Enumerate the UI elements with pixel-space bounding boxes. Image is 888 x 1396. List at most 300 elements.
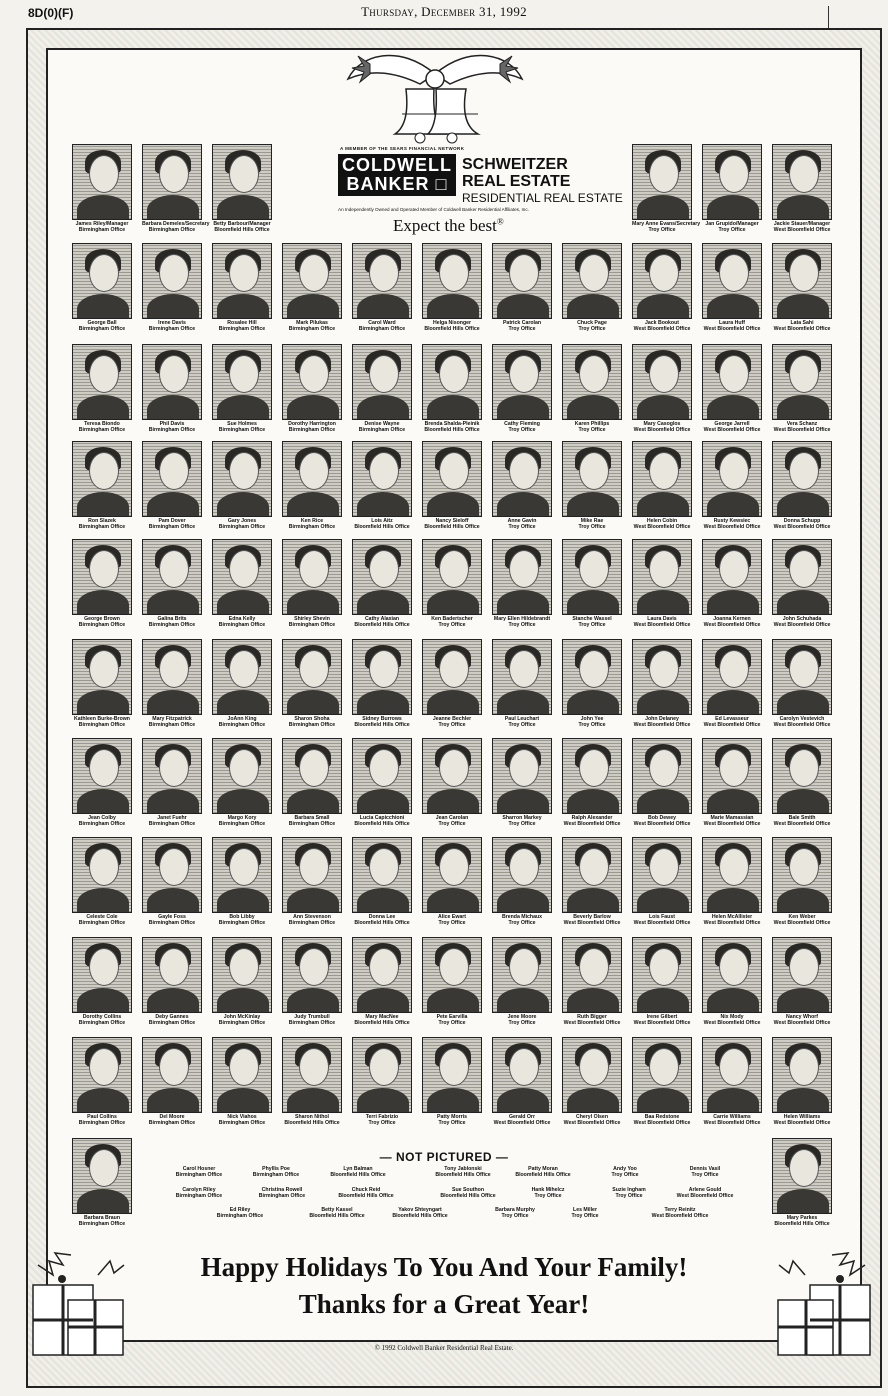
staff-card [772, 243, 832, 332]
staff-card [772, 937, 832, 1026]
photo-face [789, 355, 819, 393]
staff-name: Ron Slazek [88, 518, 116, 524]
staff-card [422, 738, 482, 827]
not-pictured-office: West Bloomfield Office [651, 1213, 709, 1219]
staff-card [702, 539, 762, 628]
staff-office: West Bloomfield Office [703, 821, 761, 827]
photo-body [287, 789, 339, 814]
photo-face [719, 254, 749, 292]
photo-face [719, 1048, 749, 1086]
staff-name: Baa Redstone [644, 1114, 680, 1120]
staff-photo [352, 937, 412, 1013]
staff-name: Lois Aitz [371, 518, 393, 524]
photo-face [579, 355, 609, 393]
staff-name: Carolyn Vestevich [779, 716, 825, 722]
staff-office: Birmingham Office [148, 427, 196, 433]
staff-name: John McKinlay [223, 1014, 261, 1020]
not-pictured-office: Troy Office [571, 1213, 599, 1219]
not-pictured-name: Arlene Gould [688, 1187, 722, 1193]
staff-name: Carrie Williams [713, 1114, 751, 1120]
staff-photo [492, 738, 552, 814]
photo-face [159, 650, 189, 688]
staff-name: Chuck Page [577, 320, 607, 326]
staff-card [72, 837, 132, 926]
staff-card [632, 144, 701, 233]
staff-name: Paul Leuchart [504, 716, 540, 722]
staff-name: Brenda Shalda-Pleinik [424, 421, 480, 427]
photo-body [567, 888, 619, 913]
staff-name: Mary Ellen Hildebrandt [493, 616, 551, 622]
photo-body [427, 789, 479, 814]
staff-office: Birmingham Office [218, 524, 266, 530]
staff-card [142, 243, 202, 332]
fold-mark [828, 6, 829, 28]
staff-card [492, 441, 552, 530]
christmas-bells-illustration [340, 34, 530, 144]
staff-office: West Bloomfield Office [773, 722, 831, 728]
staff-card [352, 539, 412, 628]
photo-face [579, 1048, 609, 1086]
photo-body [77, 590, 129, 615]
staff-card [632, 441, 692, 530]
photo-body [427, 590, 479, 615]
photo-body [217, 590, 269, 615]
not-pictured-entry [655, 1187, 755, 1199]
staff-photo [632, 441, 692, 517]
photo-face [719, 848, 749, 886]
staff-card [772, 837, 832, 926]
photo-face [159, 1048, 189, 1086]
staff-office: West Bloomfield Office [563, 1020, 621, 1026]
staff-photo [212, 539, 272, 615]
staff-card [282, 344, 342, 433]
staff-photo [492, 639, 552, 715]
staff-name: George Jarrell [714, 421, 750, 427]
photo-body [287, 492, 339, 517]
photo-body [497, 690, 549, 715]
staff-card [422, 441, 482, 530]
staff-office: Troy Office [578, 427, 606, 433]
photo-body [147, 988, 199, 1013]
staff-office: Bloomfield Hills Office [424, 427, 480, 433]
staff-photo [562, 837, 622, 913]
photo-body [497, 492, 549, 517]
photo-face [299, 452, 329, 490]
staff-name: Laura Huff [719, 320, 745, 326]
staff-photo [562, 539, 622, 615]
photo-face [299, 550, 329, 588]
photo-body [77, 888, 129, 913]
photo-body [77, 294, 129, 319]
staff-photo [702, 837, 762, 913]
staff-office: Birmingham Office [78, 1020, 126, 1026]
staff-name: John Schuhada [782, 616, 822, 622]
staff-office: Birmingham Office [148, 1120, 196, 1126]
staff-photo [772, 639, 832, 715]
not-pictured-office: Bloomfield Hills Office [515, 1172, 571, 1178]
photo-face [229, 1048, 259, 1086]
photo-face [369, 550, 399, 588]
photo-face [89, 749, 119, 787]
staff-office: West Bloomfield Office [773, 326, 831, 332]
staff-card [492, 837, 552, 926]
photo-body [777, 492, 829, 517]
staff-name: Mary Casoglos [643, 421, 681, 427]
photo-face [159, 452, 189, 490]
staff-card [632, 539, 692, 628]
not-pictured-office: Bloomfield Hills Office [392, 1213, 448, 1219]
staff-photo [212, 639, 272, 715]
staff-card [772, 144, 832, 233]
photo-body [287, 590, 339, 615]
staff-office: Birmingham Office [78, 722, 126, 728]
photo-body [777, 888, 829, 913]
staff-office: Birmingham Office [78, 227, 126, 233]
staff-name: Cathy Alaxian [364, 616, 400, 622]
staff-office: West Bloomfield Office [703, 326, 761, 332]
staff-card [282, 837, 342, 926]
photo-body [427, 1088, 479, 1113]
staff-photo [282, 344, 342, 420]
not-pictured-name: Les Miller [573, 1207, 597, 1213]
staff-card [772, 1037, 832, 1126]
staff-photo [72, 441, 132, 517]
staff-name: Edna Kelly [228, 616, 256, 622]
photo-face [509, 948, 539, 986]
photo-body [147, 395, 199, 420]
staff-photo [282, 639, 342, 715]
staff-photo [142, 738, 202, 814]
photo-body [637, 492, 689, 517]
staff-name: Dorothy Collins [82, 1014, 122, 1020]
staff-office: Birmingham Office [288, 326, 336, 332]
staff-card [492, 1037, 552, 1126]
photo-face [579, 848, 609, 886]
staff-name: Ralph Alexander [571, 815, 613, 821]
staff-name: Helen Williams [783, 1114, 821, 1120]
staff-photo [772, 539, 832, 615]
photo-face [299, 749, 329, 787]
staff-photo [632, 639, 692, 715]
staff-photo [562, 441, 622, 517]
photo-face [439, 650, 469, 688]
staff-card [282, 243, 342, 332]
staff-card [212, 144, 272, 233]
photo-face [439, 948, 469, 986]
staff-office: Birmingham Office [288, 821, 336, 827]
not-pictured-entry [655, 1166, 755, 1178]
staff-office: Troy Office [648, 227, 676, 233]
staff-office: Birmingham Office [218, 821, 266, 827]
staff-card [72, 937, 132, 1026]
not-pictured-office: Birmingham Office [216, 1213, 264, 1219]
staff-photo [282, 1037, 342, 1113]
staff-office: Troy Office [578, 722, 606, 728]
staff-name: Mike Rae [580, 518, 604, 524]
photo-face [369, 452, 399, 490]
photo-body [147, 195, 199, 220]
photo-face [789, 550, 819, 588]
not-pictured-office: Birmingham Office [175, 1172, 223, 1178]
staff-card [72, 539, 132, 628]
not-pictured-office: Troy Office [691, 1172, 719, 1178]
staff-office: Troy Office [508, 427, 536, 433]
staff-card [702, 441, 762, 530]
tagline-text: Expect the best [393, 216, 497, 235]
photo-body [147, 1088, 199, 1113]
staff-photo [72, 937, 132, 1013]
staff-name: Lata Sahi [790, 320, 814, 326]
staff-office: Troy Office [578, 524, 606, 530]
not-pictured-name: Patty Moran [528, 1166, 558, 1172]
staff-name: Mary MacNee [365, 1014, 399, 1020]
staff-name: Sharon Shoha [294, 716, 330, 722]
staff-card [562, 441, 622, 530]
staff-photo [422, 243, 482, 319]
staff-name: Pete Earvilla [436, 1014, 468, 1020]
photo-face [509, 650, 539, 688]
staff-card [632, 738, 692, 827]
staff-card [142, 344, 202, 433]
staff-card [282, 738, 342, 827]
staff-office: West Bloomfield Office [703, 1020, 761, 1026]
staff-office: Birmingham Office [148, 524, 196, 530]
photo-body [497, 1088, 549, 1113]
staff-photo [282, 937, 342, 1013]
staff-name: Galina Brits [157, 616, 187, 622]
staff-name: Cheryl Olsen [575, 1114, 608, 1120]
staff-card [72, 144, 132, 233]
staff-office: Birmingham Office [288, 920, 336, 926]
staff-name: Sharon Nithol [294, 1114, 329, 1120]
photo-face [509, 550, 539, 588]
staff-photo [702, 539, 762, 615]
staff-office: West Bloomfield Office [703, 427, 761, 433]
staff-name: Barbara Small [294, 815, 330, 821]
photo-body [147, 492, 199, 517]
staff-name: Donna Lee [368, 914, 396, 920]
photo-face [369, 948, 399, 986]
staff-name: Marie Mamassian [710, 815, 754, 821]
staff-card [492, 937, 552, 1026]
staff-office: West Bloomfield Office [703, 524, 761, 530]
staff-office: Birmingham Office [78, 427, 126, 433]
photo-body [637, 690, 689, 715]
not-pictured-name: Barbara Murphy [495, 1207, 535, 1213]
photo-face [299, 355, 329, 393]
photo-body [287, 888, 339, 913]
staff-office: West Bloomfield Office [633, 1020, 691, 1026]
staff-photo [72, 144, 132, 220]
staff-photo [772, 441, 832, 517]
staff-name: Donna Schupp [783, 518, 821, 524]
photo-face [719, 650, 749, 688]
staff-name: Barbara Braun [83, 1215, 121, 1221]
copyright-line: © 1992 Coldwell Banker Residential Real Estate. [374, 1344, 514, 1352]
photo-face [579, 550, 609, 588]
staff-name: Nancy Sieloff [435, 518, 469, 524]
staff-office: Troy Office [508, 326, 536, 332]
photo-body [357, 590, 409, 615]
photo-body [497, 789, 549, 814]
photo-body [707, 395, 759, 420]
photo-body [497, 294, 549, 319]
staff-office: West Bloomfield Office [773, 227, 831, 233]
dateline: Thursday, December 31, 1992 [361, 4, 527, 19]
staff-photo [212, 837, 272, 913]
photo-face [719, 749, 749, 787]
photo-face [229, 650, 259, 688]
staff-photo [212, 738, 272, 814]
staff-name: James Riley/Manager [75, 221, 129, 227]
photo-face [159, 848, 189, 886]
staff-photo [282, 441, 342, 517]
staff-photo [562, 1037, 622, 1113]
photo-body [707, 492, 759, 517]
staff-name: Dorothy Harrington [288, 421, 336, 427]
staff-photo [422, 1037, 482, 1113]
not-pictured-office: Birmingham Office [175, 1193, 223, 1199]
staff-name: Patty Morris [437, 1114, 467, 1120]
staff-office: West Bloomfield Office [563, 1120, 621, 1126]
staff-office: Troy Office [438, 1120, 466, 1126]
staff-name: Irene Gilbert [646, 1014, 678, 1020]
staff-card [352, 243, 412, 332]
staff-office: West Bloomfield Office [703, 920, 761, 926]
staff-name: Ruth Bigger [577, 1014, 607, 1020]
not-pictured-entry [308, 1166, 408, 1178]
staff-name: Phil Davis [159, 421, 185, 427]
staff-office: Bloomfield Hills Office [354, 524, 410, 530]
staff-name: Ken Rice [300, 518, 324, 524]
staff-office: Bloomfield Hills Office [774, 1221, 830, 1227]
staff-photo [562, 639, 622, 715]
staff-card [212, 344, 272, 433]
newspaper-header [0, 0, 888, 28]
photo-body [427, 492, 479, 517]
staff-card [212, 738, 272, 827]
staff-card [772, 441, 832, 530]
photo-face [509, 254, 539, 292]
staff-card [142, 1037, 202, 1126]
photo-face [579, 452, 609, 490]
staff-photo [142, 937, 202, 1013]
staff-name: Sharron Markey [502, 815, 542, 821]
staff-office: Birmingham Office [218, 622, 266, 628]
staff-photo [72, 639, 132, 715]
photo-face [159, 749, 189, 787]
greeting-line-2: Thanks for a Great Year! [298, 1289, 590, 1319]
staff-card [142, 639, 202, 728]
staff-card [702, 1037, 762, 1126]
staff-card [772, 639, 832, 728]
staff-card [282, 539, 342, 628]
not-pictured-name: Ed Riley [229, 1207, 251, 1213]
staff-card [282, 1037, 342, 1126]
staff-name: Bob Dewey [648, 815, 676, 821]
photo-body [637, 789, 689, 814]
staff-card [212, 1037, 272, 1126]
photo-body [77, 789, 129, 814]
staff-name: John Yee [580, 716, 604, 722]
staff-name: Terri Fabrizio [365, 1114, 399, 1120]
not-pictured-office: Bloomfield Hills Office [435, 1172, 491, 1178]
photo-body [707, 1088, 759, 1113]
photo-body [567, 395, 619, 420]
photo-body [707, 988, 759, 1013]
staff-card [212, 837, 272, 926]
not-pictured-entry [630, 1207, 730, 1219]
staff-office: Bloomfield Hills Office [424, 524, 480, 530]
photo-face [439, 848, 469, 886]
photo-face [89, 948, 119, 986]
staff-office: Birmingham Office [218, 722, 266, 728]
not-pictured-name: Andy Yoo [613, 1166, 637, 1172]
staff-photo [422, 441, 482, 517]
not-pictured-name: Terry Reinitz [664, 1207, 696, 1213]
staff-card [702, 738, 762, 827]
staff-card [632, 837, 692, 926]
photo-body [357, 1088, 409, 1113]
staff-office: Bloomfield Hills Office [284, 1120, 340, 1126]
not-pictured-office: Troy Office [611, 1172, 639, 1178]
staff-office: Troy Office [438, 722, 466, 728]
not-pictured-name: Carolyn Riley [182, 1187, 216, 1193]
photo-face [789, 650, 819, 688]
staff-office: West Bloomfield Office [773, 920, 831, 926]
photo-face [89, 155, 119, 193]
staff-photo [632, 1037, 692, 1113]
not-pictured-name: Tony Jablonski [444, 1166, 482, 1172]
photo-face [159, 155, 189, 193]
staff-office: West Bloomfield Office [703, 622, 761, 628]
staff-office: Troy Office [438, 821, 466, 827]
photo-body [77, 690, 129, 715]
photo-body [287, 988, 339, 1013]
photo-body [777, 988, 829, 1013]
photo-body [777, 789, 829, 814]
not-pictured-name: Hank Mihelcz [531, 1187, 565, 1193]
staff-name: Deby Gannes [155, 1014, 189, 1020]
photo-body [777, 1088, 829, 1113]
staff-photo [562, 937, 622, 1013]
staff-name: Nancy Whorf [786, 1014, 818, 1020]
staff-card [632, 1037, 692, 1126]
photo-face [89, 650, 119, 688]
photo-face [369, 848, 399, 886]
photo-face [369, 254, 399, 292]
staff-photo [422, 738, 482, 814]
not-pictured-office: Birmingham Office [258, 1193, 306, 1199]
staff-name: Alice Ewart [438, 914, 466, 920]
staff-name: Rusty Kewsiec [713, 518, 751, 524]
staff-office: Birmingham Office [148, 920, 196, 926]
photo-body [287, 294, 339, 319]
photo-face [89, 550, 119, 588]
staff-photo [352, 1037, 412, 1113]
staff-card [352, 837, 412, 926]
staff-office: West Bloomfield Office [633, 427, 691, 433]
staff-card [632, 937, 692, 1026]
photo-face [89, 355, 119, 393]
staff-name: Gerald Orr [509, 1114, 535, 1120]
staff-office: Bloomfield Hills Office [214, 227, 270, 233]
staff-photo [632, 144, 692, 220]
staff-photo [772, 837, 832, 913]
staff-office: Birmingham Office [288, 524, 336, 530]
photo-face [509, 749, 539, 787]
photo-body [707, 888, 759, 913]
